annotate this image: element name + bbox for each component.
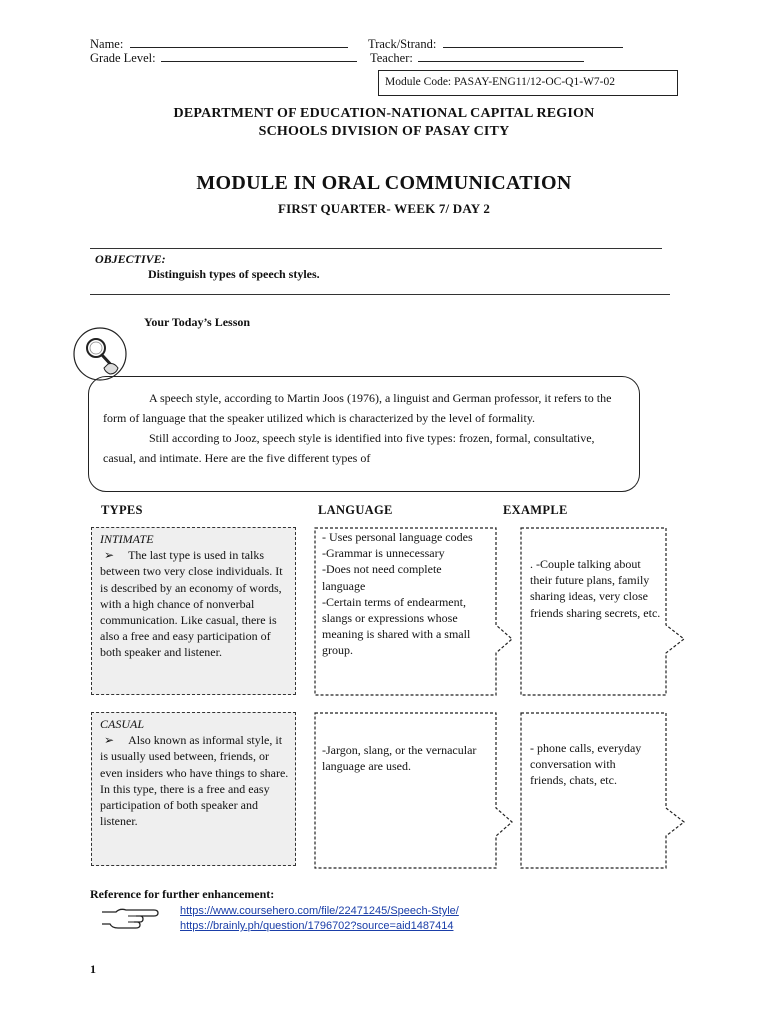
- teacher-blank: [418, 51, 584, 62]
- track-field: [368, 37, 623, 52]
- type-description-text: The last type is used in talks between two very close individuals. It is described by an economy of words, with a high chance of nonverbal communication. Like casual, there is also a free and easy participation of both speaker and listener.: [100, 548, 283, 660]
- language-box-casual: [314, 712, 514, 870]
- language-line: -Jargon, slang, or the vernacular language are used.: [322, 743, 477, 774]
- objective-label: OBJECTIVE:: [95, 252, 166, 266]
- quarter-title: FIRST QUARTER- WEEK 7/ DAY 2: [277, 201, 491, 216]
- example-box-casual: [520, 712, 690, 870]
- col-example-header: EXAMPLE: [503, 503, 568, 517]
- language-line: -Grammar is unnecessary: [322, 546, 445, 561]
- module-title: MODULE IN ORAL COMMUNICATION: [196, 172, 572, 194]
- teacher-label: Teacher:: [370, 51, 413, 65]
- division-title: SCHOOLS DIVISION OF PASAY CITY: [258, 124, 510, 139]
- track-label: Track/Strand:: [368, 37, 437, 51]
- objective-text: Distinguish types of speech styles.: [148, 267, 320, 281]
- reference-link-2[interactable]: https://brainly.ph/question/1796702?source=aid1487414: [180, 920, 454, 932]
- lesson-heading: Your Today’s Lesson: [144, 315, 251, 329]
- bullet-icon: ➢: [104, 548, 115, 563]
- grade-field: [90, 51, 357, 66]
- intro-box: [88, 376, 640, 492]
- type-title: CASUAL: [100, 717, 145, 731]
- col-language-header: LANGUAGE: [318, 503, 393, 517]
- name-blank: [130, 37, 348, 48]
- teacher-field: [370, 51, 584, 66]
- module-code: Module Code: PASAY-ENG11/12-OC-Q1-W7-02: [385, 76, 615, 88]
- magnifying-glass-hand-icon: [72, 326, 128, 382]
- type-box-casual: [91, 712, 296, 866]
- name-label: Name:: [90, 37, 124, 51]
- type-title: INTIMATE: [100, 532, 154, 546]
- module-code-box: [378, 70, 678, 96]
- example-cell-casual: - phone calls, everyday conversation with friends, chats, etc.: [530, 741, 642, 788]
- language-line: -Certain terms of endearment, slangs or expressions whose meaning is shared with a small group.: [322, 594, 471, 658]
- bullet-icon: ➢: [104, 733, 115, 748]
- grade-label: Grade Level:: [90, 51, 156, 65]
- language-cell-intimate: [322, 529, 482, 659]
- intro-paragraph-2: Still according to Jooz, speech style is identified into five types: frozen, formal, consultative, casual, and intimate. Here are the five different types of: [103, 431, 595, 465]
- example-cell-intimate: . -Couple talking about their future plans, family sharing ideas, very close friends sharing secrets, etc.: [530, 557, 661, 620]
- grade-blank: [161, 51, 357, 62]
- reference-label: Reference for further enhancement:: [90, 887, 275, 901]
- language-line: -Does not need complete language: [322, 562, 442, 593]
- track-blank: [443, 37, 623, 48]
- type-description-text: Also known as informal style, it is usually used between, friends, or even insiders who have things to share. In this type, there is a free and easy participation of both speaker and listener.: [100, 733, 289, 829]
- language-cell-casual: [322, 742, 482, 774]
- divider-bottom: [90, 294, 670, 295]
- page-number: 1: [90, 962, 96, 976]
- type-box-intimate: [91, 527, 296, 695]
- pointing-hand-icon: [100, 904, 160, 930]
- intro-paragraph-1: A speech style, according to Martin Joos (1976), a linguist and German professor, it refers to the form of language that the speaker utilized which is characterized by the level of formality.: [103, 391, 612, 425]
- name-field: [90, 37, 348, 52]
- type-description: [100, 732, 289, 829]
- reference-link-1[interactable]: https://www.coursehero.com/file/22471245/Speech-Style/: [180, 905, 459, 917]
- department-title: DEPARTMENT OF EDUCATION-NATIONAL CAPITAL REGION: [173, 106, 595, 121]
- col-types-header: TYPES: [101, 503, 143, 517]
- type-description: [100, 547, 289, 660]
- language-line: - Uses personal language codes: [322, 530, 473, 544]
- divider-top: [90, 248, 662, 249]
